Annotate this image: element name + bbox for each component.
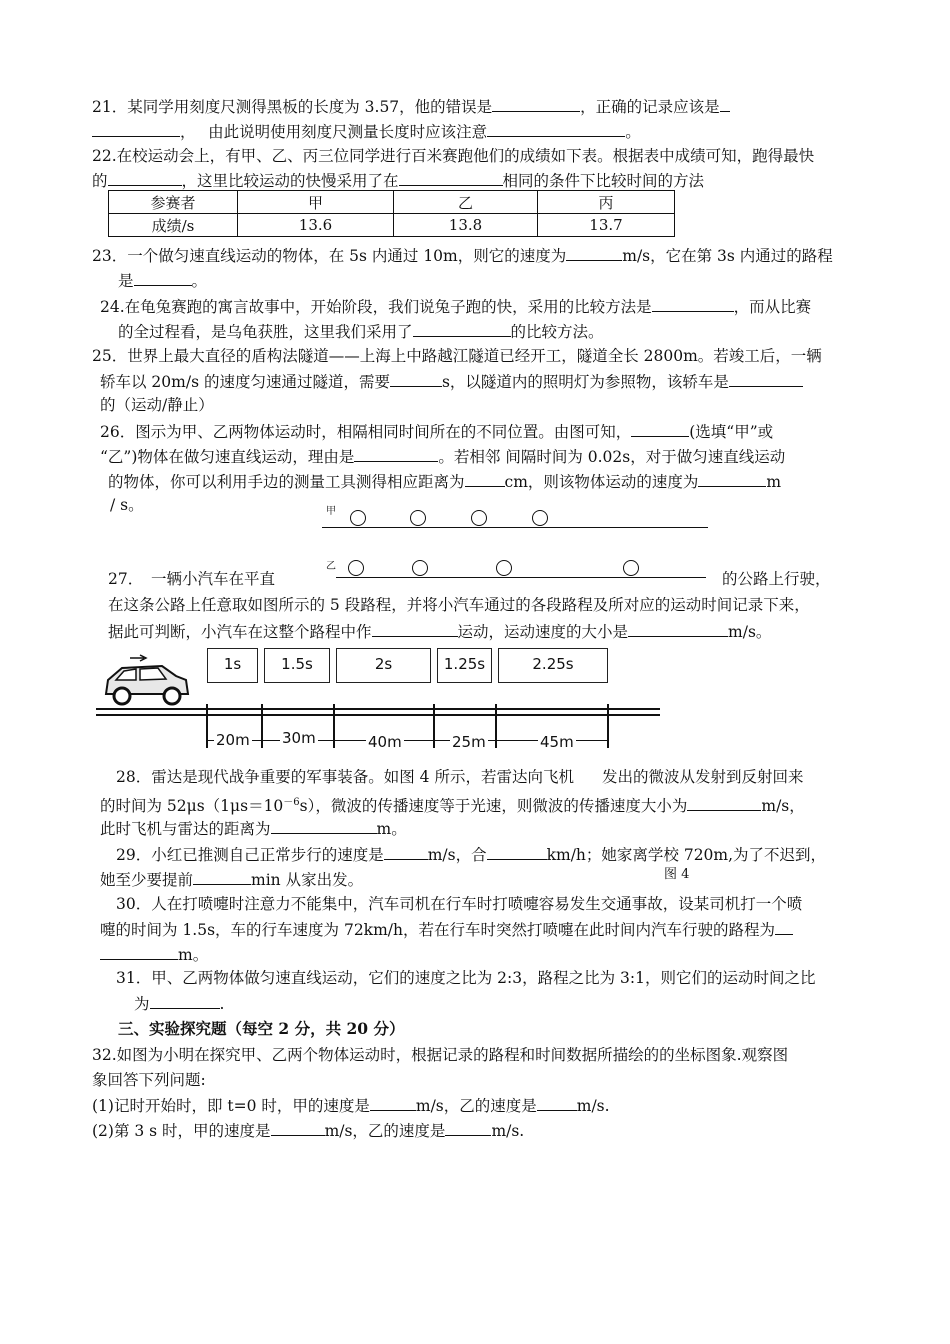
table-cell: 成绩/s (109, 214, 238, 237)
q28-text-f: 此时飞机与雷达的距离为 (100, 820, 271, 838)
time-box: 1.25s (437, 648, 492, 683)
q27-line3 (108, 620, 771, 643)
time-box: 2s (336, 648, 431, 683)
q28-text-b: 发出的微波从发射到反射回来 (601, 768, 804, 786)
q23-text-b: m/s，它在第 3s 内通过的路程 (622, 247, 833, 265)
road-line (96, 708, 660, 710)
q24-text-c: 的全过程看，是乌龟获胜，这里我们采用了 (118, 323, 413, 341)
q27-text-b: 运动，运动速度的大小是 (457, 623, 629, 641)
q29-text-a: 29．小红已推测自己正常步行的速度是 (116, 846, 384, 864)
q21-text-d: 。 (625, 123, 641, 141)
q24-blank-method2[interactable] (413, 320, 511, 337)
q22-text-b: ，这里比较运动的快慢采用了在 (181, 172, 399, 190)
table-header-cell: 乙 (394, 191, 538, 214)
q32-text-d: (2)第 3 s 时，甲的速度是 (92, 1122, 271, 1140)
q21-blank-correct[interactable] (92, 120, 180, 137)
q28-line3 (100, 817, 407, 840)
q23-line1 (92, 244, 833, 267)
q29-line2 (100, 868, 363, 891)
q29-text-c: km/h；她家离学校 720m,为了不迟到， (546, 846, 827, 864)
segment-tick (495, 704, 497, 748)
q26-text-e: 的物体，你可以利用手边的测量工具测得相应距离为 (108, 473, 465, 491)
q32-line3 (92, 1094, 610, 1117)
track-jia (322, 527, 708, 528)
distance-label: 20m (216, 731, 250, 749)
q32-line4 (92, 1119, 524, 1142)
q23-text-c: 是 (118, 272, 134, 290)
q23-blank-distance[interactable] (134, 269, 192, 286)
q25-blank-time[interactable] (390, 370, 442, 387)
q25-blank-state[interactable] (729, 370, 803, 387)
segment-tick (333, 704, 335, 748)
q27-line1a: 27． 一辆小汽车在平直 (108, 570, 275, 588)
q25-text-b: s，以隧道内的照明灯为参照物，该轿车是 (441, 373, 729, 391)
q27-text-c: m/s。 (728, 623, 772, 641)
q32-blank-jia-t0[interactable] (370, 1094, 416, 1111)
time-box: 1.5s (264, 648, 330, 683)
q22-text-a: 的 (92, 172, 108, 190)
q21-text-b: ，正确的记录应该是 (580, 98, 720, 116)
time-box: 1s (207, 648, 258, 683)
q24-text-b: ，而从比赛 (733, 298, 812, 316)
position-dot (350, 510, 366, 526)
q23-text-d: 。 (191, 272, 208, 290)
position-dot (471, 510, 487, 526)
distance-label: 45m (540, 733, 574, 751)
q28-line2 (100, 792, 805, 817)
q29-blank-kmh[interactable] (487, 843, 547, 860)
q26-text-b: (选填“甲”或 (689, 423, 774, 441)
q30-blank-distance[interactable] (100, 943, 178, 960)
label-yi: 乙 (326, 561, 336, 572)
q23-text-a: 23．一个做匀速直线运动的物体，在 5s 内通过 10m，则它的速度为 (92, 247, 567, 265)
q28-text-c: 的时间为 52μs（1μs＝10 (100, 797, 284, 816)
q22-score-table (108, 190, 675, 237)
distance-label: 25m (452, 733, 486, 751)
segment-tick (433, 704, 435, 748)
q27-blank-motion[interactable] (372, 620, 458, 637)
q25-line3: 的（运动/静止） (100, 396, 214, 414)
q32-blank-yi-t0[interactable] (537, 1094, 577, 1111)
q26-blank-distance[interactable] (465, 470, 505, 487)
table-row (109, 191, 675, 214)
q22-blank-same[interactable] (399, 169, 503, 186)
q30-line1: 30．人在打喷嚏时注意力不能集中，汽车司机在行车时打喷嚏容易发生交通事故，设某司机打一个喷 (116, 895, 803, 913)
segment-tick (206, 704, 208, 748)
q21-blank-correct-start[interactable] (720, 95, 730, 112)
q30-line2 (100, 918, 793, 941)
table-cell: 13.7 (538, 214, 675, 237)
q28-text-d: s），微波的传播速度等于光速，则微波的传播速度大小为 (299, 797, 688, 816)
q24-text-a: 24.在龟兔赛跑的寓言故事中，开始阶段，我们说兔子跑的快，采用的比较方法是 (100, 298, 652, 316)
q32-text-a: (1)记时开始时，即 t=0 时，甲的速度是 (92, 1097, 370, 1115)
q24-blank-method1[interactable] (652, 295, 734, 312)
q21-text-a: 21．某同学用刻度尺测得黑板的长度为 3.57，他的错误是 (92, 98, 493, 116)
q23-line2 (118, 269, 207, 292)
q30-text-a: 嚏的时间为 1.5s，车的行车速度为 72km/h，若在行车时突然打喷嚏在此时间内汽车行驶的路程为 (100, 921, 775, 939)
q22-text-c: 相同的条件下比较时间的方法 (502, 172, 705, 190)
q26-line1 (100, 420, 773, 443)
position-dot (532, 510, 548, 526)
q25-line1: 25．世界上最大直径的盾构法隧道——上海上中路越江隧道已经开工，隧道全长 2800m。若竣工后，一辆 (92, 347, 822, 365)
q32-text-b: m/s，乙的速度是 (415, 1097, 537, 1115)
position-dot (412, 560, 428, 576)
q31-blank-ratio[interactable] (150, 992, 220, 1009)
distance-label: 30m (282, 729, 316, 747)
q27-line1b: 的公路上行驶， (722, 570, 831, 588)
q31-text-b: . (219, 995, 225, 1013)
q27-blank-speed[interactable] (628, 620, 728, 637)
section-heading: 三、实验探究题（每空 2 分，共 20 分） (118, 1019, 405, 1038)
q31-line1: 31．甲、乙两物体做匀速直线运动，它们的速度之比为 2:3，路程之比为 3:1，则它们的运动时间之比 (116, 969, 816, 987)
q26-blank-reason[interactable] (354, 445, 438, 462)
q32-text-f: m/s. (491, 1122, 525, 1140)
q32-text-e: m/s，乙的速度是 (324, 1122, 446, 1140)
road-line (96, 714, 660, 716)
q21-blank-notice[interactable] (487, 120, 625, 137)
table-cell: 13.8 (394, 214, 538, 237)
q27-line2: 在这条公路上任意取如图所示的 5 段路程，并将小汽车通过的各段路程及所对应的运动时间记录下来， (108, 596, 810, 614)
segment-tick (607, 704, 609, 748)
q26-blank-which[interactable] (631, 420, 689, 437)
q26-text-g: m (766, 473, 782, 491)
table-header-cell: 丙 (538, 191, 675, 214)
q26-text-a: 26．图示为甲、乙两物体运动时，相隔相同时间所在的不同位置。由图可知， (100, 423, 632, 441)
q29-text-e: min 从家出发。 (251, 871, 364, 889)
q30-text-b: m。 (178, 946, 209, 964)
q29-text-b: m/s，合 (427, 846, 487, 864)
q22-line2 (92, 169, 704, 192)
q22-line1: 22.在校运动会上，有甲、乙、丙三位同学进行百米赛跑他们的成绩如下表。根据表中成绩可知，跑得最快 (92, 147, 815, 165)
q21-line1 (92, 95, 730, 118)
q28-text-e: m/s， (761, 797, 805, 816)
q23-blank-speed[interactable] (566, 244, 622, 261)
q26-text-f: cm，则该物体运动的速度为 (504, 473, 699, 491)
q29-line1 (116, 843, 826, 866)
q25-text-a: 轿车以 20m/s 的速度匀速通过隧道，需要 (100, 373, 390, 391)
q24-text-d: 的比较方法。 (510, 323, 604, 341)
q26-text-c: “乙”)物体在做匀速直线运动，理由是 (100, 448, 355, 466)
table-header-cell: 参赛者 (109, 191, 238, 214)
track-yi (336, 577, 706, 578)
q21-blank-error[interactable] (492, 95, 580, 112)
table-cell: 13.6 (238, 214, 394, 237)
q28-text-a: 28．雷达是现代战争重要的军事装备。如图 4 所示，若雷达向飞机 (116, 768, 574, 786)
q26-line4: / s。 (110, 496, 144, 514)
position-dot (348, 560, 364, 576)
q32-line2: 象回答下列问题: (92, 1071, 206, 1089)
segment-tick (261, 704, 263, 748)
q24-line2 (118, 320, 604, 343)
q25-line2 (100, 370, 803, 393)
q32-blank-yi-t3[interactable] (445, 1119, 491, 1136)
time-box: 2.25s (498, 648, 608, 683)
q30-line3 (100, 943, 208, 966)
position-dot (496, 560, 512, 576)
label-jia: 甲 (326, 506, 336, 517)
car-icon (100, 652, 192, 710)
q26-line3 (108, 470, 781, 493)
table-header-cell: 甲 (238, 191, 394, 214)
q29-blank-min[interactable] (193, 868, 251, 885)
q29-text-d: 她至少要提前 (100, 871, 194, 889)
q32-text-c: m/s. (576, 1097, 610, 1115)
q26-line2 (100, 445, 785, 468)
q31-text-a: 为 (134, 995, 150, 1013)
q32-blank-jia-t3[interactable] (271, 1119, 325, 1136)
position-dot (623, 560, 639, 576)
q24-line1 (100, 295, 811, 318)
q32-line1: 32.如图为小明在探究甲、乙两个物体运动时，根据记录的路程和时间数据所描绘的的坐标图象.观察图 (92, 1046, 789, 1064)
q28-blank-speed[interactable] (687, 794, 761, 811)
q28-blank-distance[interactable] (271, 817, 377, 834)
table-row (109, 214, 675, 237)
q28-line1 (116, 766, 803, 788)
q28-exponent: －6 (283, 797, 300, 808)
q22-blank-fastest[interactable] (108, 169, 182, 186)
q21-text-c: ， 由此说明使用刻度尺测量长度时应该注意 (180, 123, 488, 141)
q26-blank-speed[interactable] (698, 470, 766, 487)
q29-blank-ms[interactable] (384, 843, 428, 860)
q26-text-d: 。若相邻 间隔时间为 0.02s，对于做匀速直线运动 (438, 448, 786, 466)
q30-blank-start[interactable] (775, 918, 793, 935)
figure-4-label: 图 4 (664, 867, 690, 882)
q28-text-g: m。 (376, 820, 407, 838)
distance-label: 40m (368, 733, 402, 751)
q27-text-a: 据此可判断，小汽车在这整个路程中作 (108, 623, 372, 641)
q21-line2 (92, 120, 641, 143)
q31-line2 (134, 992, 224, 1015)
position-dot (410, 510, 426, 526)
